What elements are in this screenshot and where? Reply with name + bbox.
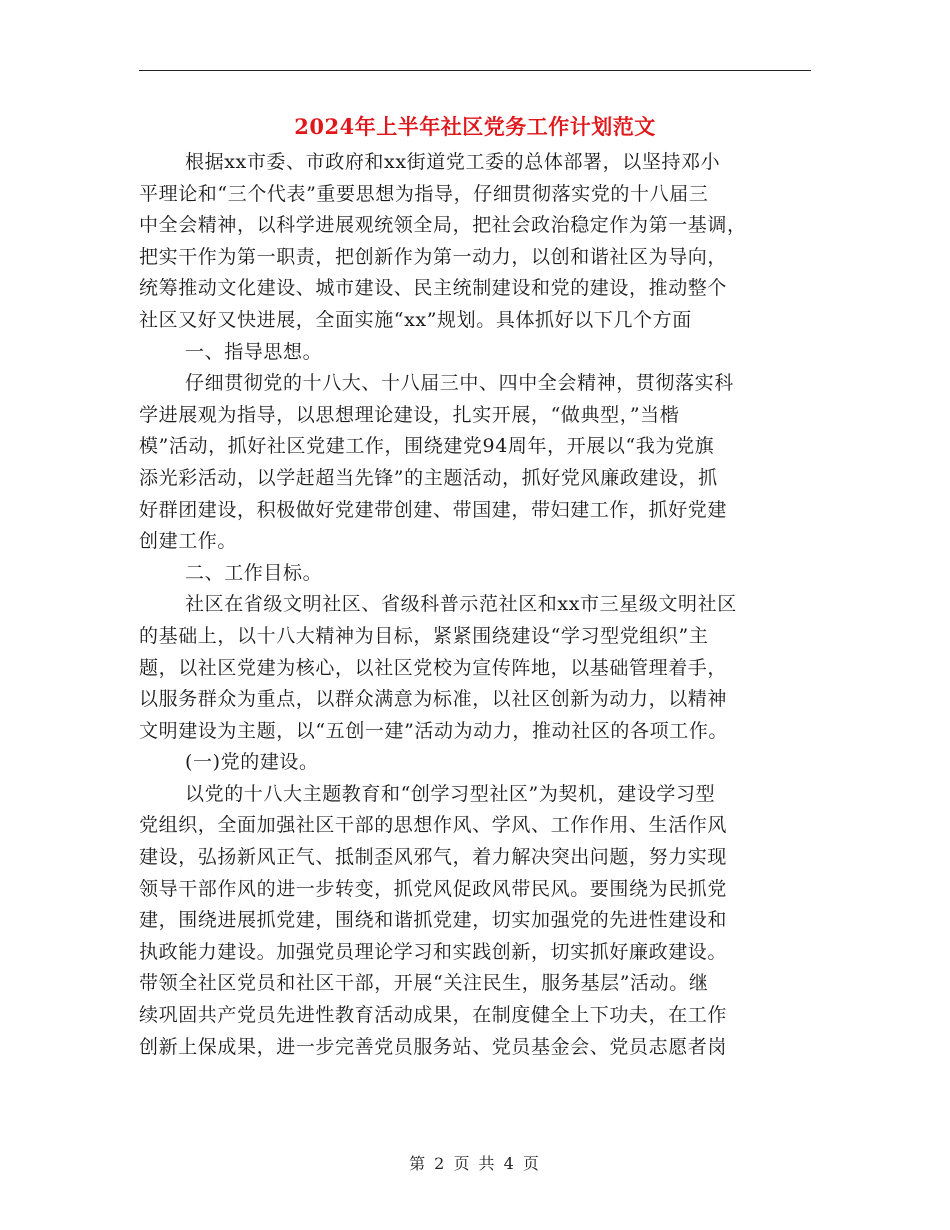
text-line: 好群团建设，积极做好党建带创建、带国建，带妇建工作，抓好党建 [139,498,728,521]
text-line: 续巩固共产党员先进性教育活动成果，在制度健全上下功夫，在工作 [139,1004,728,1027]
text-line: 仔细贯彻党的十八大、十八届三中、四中全会精神，贯彻落实科 [185,372,734,395]
text-line: 社区在省级文明社区、省级科普示范社区和xx市三星级文明社区 [185,593,737,616]
text-line: 领导干部作风的进一步转变，抓党风促政风带民风。要围绕为民抓党 [139,877,728,900]
document-body [139,147,811,1063]
text-line: 带领全社区党员和社区干部，开展“关注民生，服务基层”活动。继 [139,972,709,995]
text-line: 添光彩活动，以学赶超当先锋”的主题活动，抓好党风廉政建设，抓 [139,466,718,489]
page-number: 第 2 页 共 4 页 [409,1154,541,1173]
text-line: 党组织，全面加强社区干部的思想作风、学风、工作作用、生活作风 [139,814,728,837]
header-rule [139,70,811,71]
text-line: 根据xx市委、市政府和xx街道党工委的总体部署，以坚持邓小 [185,151,721,173]
text-line: 二、工作目标。 [185,561,323,584]
text-line: 建，围绕进展抓党建，围绕和谐抓党建，切实加强党的先进性建设和 [139,909,728,932]
text-line: 文明建设为主题，以“五创一建”活动为动力，推动社区的各项工作。 [139,719,729,742]
text-line: 创建工作。 [139,530,238,553]
text-line: (一)党的建设。 [185,751,319,774]
text-line: 执政能力建设。加强党员理论学习和实践创新，切实抓好廉政建设。 [139,940,728,963]
text-line: 的基础上，以十八大精神为目标，紧紧围绕建设“学习型党组织”主 [139,624,709,647]
document-title: 2024年上半年社区党务工作计划范文 [294,114,656,139]
text-line: 建设，弘扬新风正气、抵制歪风邪气，着力解决突出问题，努力实现 [139,846,728,869]
text-line: 把实干作为第一职责，把创新作为第一动力，以创和谐社区为导向， [139,245,728,268]
text-line: 以党的十八大主题教育和“创学习型社区”为契机，建设学习型 [185,782,716,805]
text-line: 社区又好又快进展，全面实施“xx”规划。具体抓好以下几个方面 [139,308,692,331]
text-line: 统筹推动文化建设、城市建设、民主统制建设和党的建设，推动整个 [139,277,728,300]
text-line: 学进展观为指导，以思想理论建设，扎实开展，“做典型，”当楷 [139,403,680,426]
text-line: 题，以社区党建为核心，以社区党校为宣传阵地，以基础管理着手， [139,656,728,679]
text-line: 模”活动，抓好社区党建工作，围绕建党94周年，开展以“我为党旗 [139,435,715,458]
text-line: 以服务群众为重点，以群众满意为标准，以社区创新为动力，以精神 [139,688,728,711]
text-line: 创新上保成果，进一步完善党员服务站、党员基金会、党员志愿者岗 [139,1035,728,1058]
text-line: 平理论和“三个代表”重要思想为指导，仔细贯彻落实党的十八届三 [139,182,709,205]
text-line: 中全会精神，以科学进展观统领全局，把社会政治稳定作为第一基调， [139,214,747,237]
text-line: 一、指导思想。 [185,340,323,363]
